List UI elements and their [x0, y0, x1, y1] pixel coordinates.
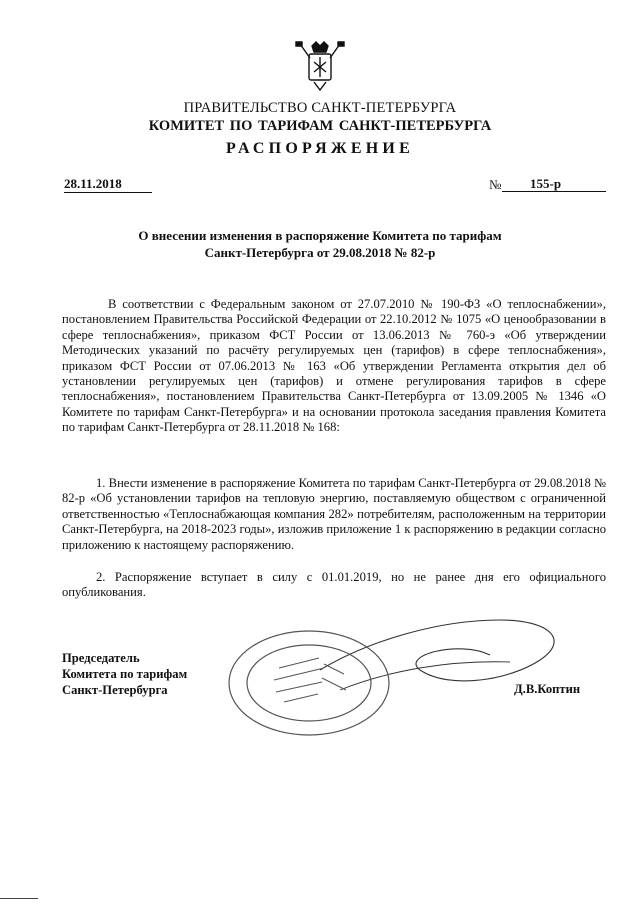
document-number: 155-р [502, 176, 606, 192]
coat-of-arms-icon [294, 40, 346, 96]
order-item-1: 1. Внести изменение в распоряжение Комитета по тарифам Санкт-Петербурга от 29.08.2018 № 82-р «Об установлении тарифов на тепловую энергию, поставляемую обществом с ограниченной ответственностью «Теплоснабжающая компания 282» потребителям, расположенным на территории Санкт-Петербурга, на 2018-2023 годы», изложив приложение 1 к распоряжению в редакции согласно приложению к настоящему распоряжению. [62, 476, 606, 552]
government-title: ПРАВИТЕЛЬСТВО САНКТ-ПЕТЕРБУРГА [183, 100, 457, 116]
document-type-title: РАСПОРЯЖЕНИЕ [226, 140, 414, 157]
document-subject [80, 227, 560, 261]
subject-line: Санкт-Петербурга от 29.08.2018 № 82-р [204, 245, 436, 260]
position-line: Комитета по тарифам [62, 667, 188, 681]
order-item-2: 2. Распоряжение вступает в силу с 01.01.2019, но не ранее дня его официального опубликования. [62, 570, 606, 600]
preamble-paragraph: В соответствии с Федеральным законом от 27.07.2010 № 190-ФЗ «О теплоснабжении», постановлением Правительства Российской Федерации от 22.10.2012 № 1075 «О ценообразовании в сфере теплоснабжения», приказом ФСТ России от 13.06.2013 № 760-э «Об утверждении Методических указаний по расчёту регулируемых цен (тарифов) в сфере теплоснабжения», приказом ФСТ России от 07.06.2013 № 163 «Об утверждении Регламента открытия дел об установлении регулируемых цен (тарифов) и отмене регулирования тарифов в сфере теплоснабжения», постановлением Правительства Санкт-Петербурга от 13.09.2005 № 1346 «О Комитете по тарифам Санкт-Петербурга» и на основании протокола заседания правления Комитета по тарифам Санкт-Петербурга от 28.11.2018 № 168: [62, 297, 606, 435]
position-line: Председатель [62, 651, 140, 665]
signatory-name: Д.В.Коптин [514, 682, 581, 696]
document-date: 28.11.2018 [64, 176, 152, 193]
signatory-position [62, 650, 187, 698]
number-label: № [489, 177, 502, 192]
committee-title: КОМИТЕТ ПО ТАРИФАМ САНКТ-ПЕТЕРБУРГА [148, 118, 492, 134]
position-line: Санкт-Петербурга [62, 683, 168, 697]
footer-divider [0, 898, 38, 899]
official-seal-icon [224, 628, 394, 738]
subject-line: О внесении изменения в распоряжение Комитета по тарифам [138, 228, 502, 243]
